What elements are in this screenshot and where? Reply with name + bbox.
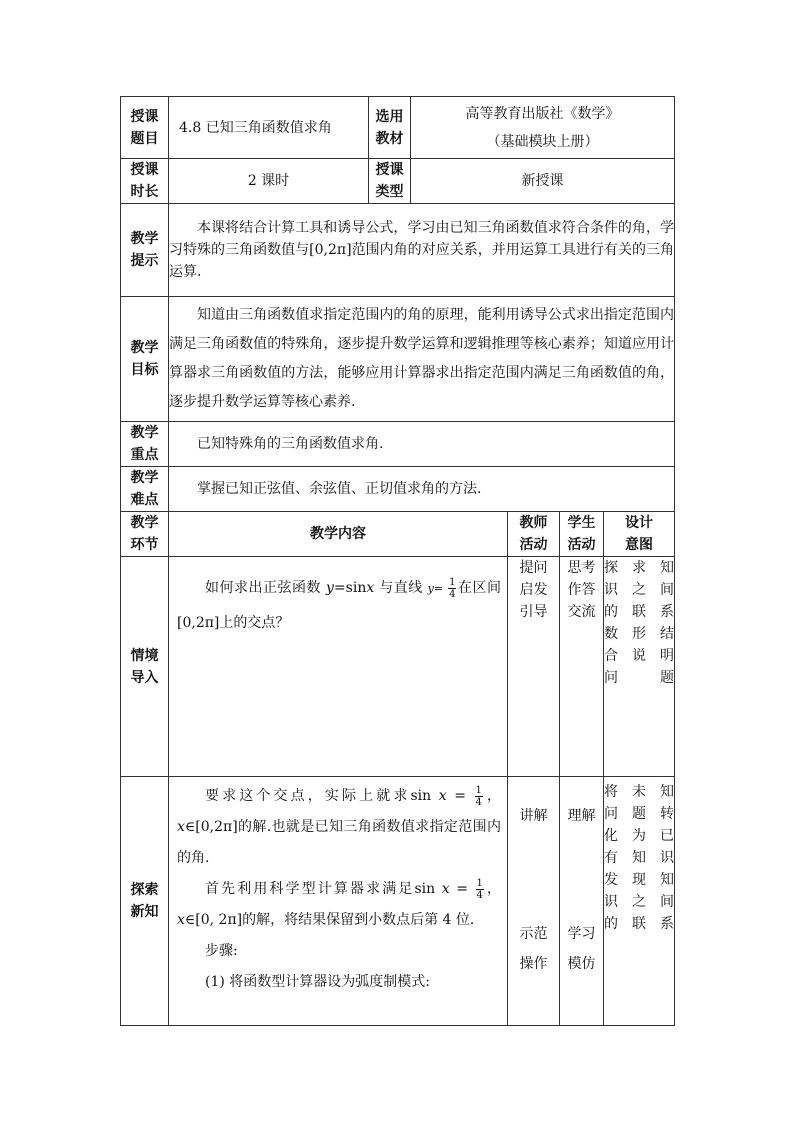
explore-frac2-num: 1: [476, 877, 483, 889]
material-value: [411, 97, 675, 159]
row-intro: [121, 557, 675, 777]
goals-label: 教学 目标: [121, 297, 169, 422]
explore-p2-b: ，: [484, 881, 502, 897]
row-column-headers: [121, 512, 675, 557]
material-line1: 高等教育出版社《数学》: [465, 105, 620, 122]
intro-frac-num: 1: [449, 576, 456, 588]
intro-design-4: 数形结: [604, 626, 674, 642]
explore-content: [169, 777, 508, 1026]
teacher-header: 教师 活动: [508, 512, 560, 557]
explore-x-2: x: [177, 819, 185, 835]
explore-design-4: 有知识: [604, 850, 674, 866]
explore-p1-b: ，: [483, 788, 501, 804]
explore-eq-2: =: [449, 881, 475, 897]
title-label: 授课 题目: [121, 97, 169, 159]
explore-teacher: [508, 777, 560, 1026]
explore-design: [604, 777, 675, 1026]
intro-student-1: 思考: [567, 560, 596, 576]
intro-teacher: [508, 557, 560, 777]
explore-student-2: 学习: [567, 926, 596, 942]
row-key-point: [121, 422, 675, 467]
intro-design-5: 合说明: [604, 648, 674, 664]
row-tips: [121, 204, 675, 297]
tips-text: 本课将结合计算工具和诱导公式，学习由已知三角函数值求符合条件的角，学习特殊的三角函数值与[0,2π]范围内角的对应关系，并用运算工具进行有关的三角运算.: [169, 204, 675, 297]
intro-fraction: [448, 577, 456, 600]
explore-p1-a: 要求这个交点，实际上就求: [205, 788, 411, 804]
explore-frac2-den: 4: [476, 889, 483, 901]
intro-student: [560, 557, 604, 777]
explore-para-4: (1) 将函数型计算器设为弧度制模式:: [205, 974, 430, 990]
explore-p2-c: ∈[0, 2π]的解，将结果保留到小数点后第 4 位.: [184, 912, 475, 928]
explore-para-1: [169, 781, 507, 874]
explore-teacher-3: 操作: [519, 956, 548, 972]
intro-func-x: x: [366, 580, 375, 596]
explore-frac1-den: 4: [475, 796, 482, 808]
material-line2: （基础模块上册）: [486, 133, 599, 150]
intro-student-3: 交流: [567, 604, 596, 620]
explore-design-6: 识之间: [604, 894, 674, 910]
stage-header: 教学 环节: [121, 512, 169, 557]
explore-sin-2: sin: [414, 881, 436, 897]
explore-design-3: 化为已: [604, 828, 674, 844]
explore-design-5: 发现知: [604, 872, 674, 888]
intro-design: [604, 557, 675, 777]
intro-teacher-3: 引导: [519, 604, 548, 620]
type-label: 授课 类型: [369, 159, 411, 204]
intro-design-6: 问题: [604, 670, 674, 686]
intro-frac-den: 4: [449, 588, 456, 600]
intro-text-b: 与直线: [374, 580, 428, 596]
explore-design-7: 的联系: [604, 916, 674, 932]
explore-p2-a: 首先利用科学型计算器求满足: [205, 881, 415, 897]
explore-teacher-1: 讲解: [519, 808, 548, 824]
content-header: 教学内容: [169, 512, 508, 557]
explore-frac1-num: 1: [475, 784, 482, 796]
design-header: 设计 意图: [604, 512, 675, 557]
title-value: 4.8 已知三角函数值求角: [169, 97, 369, 159]
explore-stage: 探索 新知: [121, 777, 169, 1026]
explore-x-4: x: [177, 912, 185, 928]
explore-para-2: [169, 874, 507, 936]
goals-text: 知道由三角函数值求指定范围内的角的原理，能利用诱导公式求出指定范围内满足三角函数值的特殊角，逐步提升数学运算和逻辑推理等核心素养；知道应用计算器求三角函数值的方法，能够应用计算器求出指定范围内满足三角函数值的角，逐步提升数学运算等核心素养.: [169, 297, 675, 422]
row-explore: [121, 777, 675, 1026]
intro-teacher-1: 提问: [519, 560, 548, 576]
explore-eq-1: =: [446, 788, 474, 804]
explore-para-3: 步骤:: [205, 943, 238, 959]
explore-p1-d: 2π]的解.也就是已知三角函数值求指定范围内的角.: [177, 819, 501, 866]
explore-teacher-2: 示范: [519, 926, 548, 942]
explore-student-1: 理解: [567, 808, 596, 824]
intro-stage: 情境 导入: [121, 557, 169, 777]
intro-text-a: 如何求出正弦函数: [205, 580, 326, 596]
intro-text-c: 在区间[0,2π]上的交点？: [177, 580, 501, 631]
difficulty-text: 掌握已知正弦值、余弦值、正切值求角的方法.: [169, 467, 675, 512]
tips-label: 教学 提示: [121, 204, 169, 297]
intro-design-1: 探求知: [604, 560, 674, 576]
key-point-label: 教学 重点: [121, 422, 169, 467]
material-label: 选用 教材: [369, 97, 411, 159]
intro-func-eq: =sin: [333, 580, 367, 596]
explore-design-1: 将未知: [604, 784, 674, 800]
intro-design-3: 的联系: [604, 604, 674, 620]
key-point-text: 已知特殊角的三角函数值求角.: [169, 422, 675, 467]
intro-design-2: 识之间: [604, 582, 674, 598]
type-value: 新授课: [411, 159, 675, 204]
student-header: 学生 活动: [560, 512, 604, 557]
difficulty-label: 教学 难点: [121, 467, 169, 512]
intro-func-y: y: [326, 580, 334, 596]
explore-fraction-2: [476, 878, 484, 901]
explore-student: [560, 777, 604, 1026]
row-title: [121, 97, 675, 159]
explore-x-3: x: [441, 881, 450, 897]
duration-value: 2 课时: [169, 159, 369, 204]
duration-label: 授课 时长: [121, 159, 169, 204]
explore-student-3: 模仿: [567, 956, 596, 972]
row-goals: [121, 297, 675, 422]
intro-teacher-2: 启发: [519, 582, 548, 598]
intro-line-eq: =: [433, 582, 448, 595]
intro-student-2: 作答: [567, 582, 596, 598]
lesson-plan-table: [120, 96, 675, 1026]
intro-content: [169, 557, 508, 777]
explore-fraction-1: [475, 785, 483, 808]
explore-x-1: x: [438, 788, 447, 804]
row-difficulty: [121, 467, 675, 512]
explore-p1-c: ∈[0,: [184, 819, 215, 835]
explore-design-2: 问题转: [604, 806, 674, 822]
explore-sin-1: sin: [410, 788, 432, 804]
intro-line-y: y: [427, 582, 434, 595]
row-duration: [121, 159, 675, 204]
